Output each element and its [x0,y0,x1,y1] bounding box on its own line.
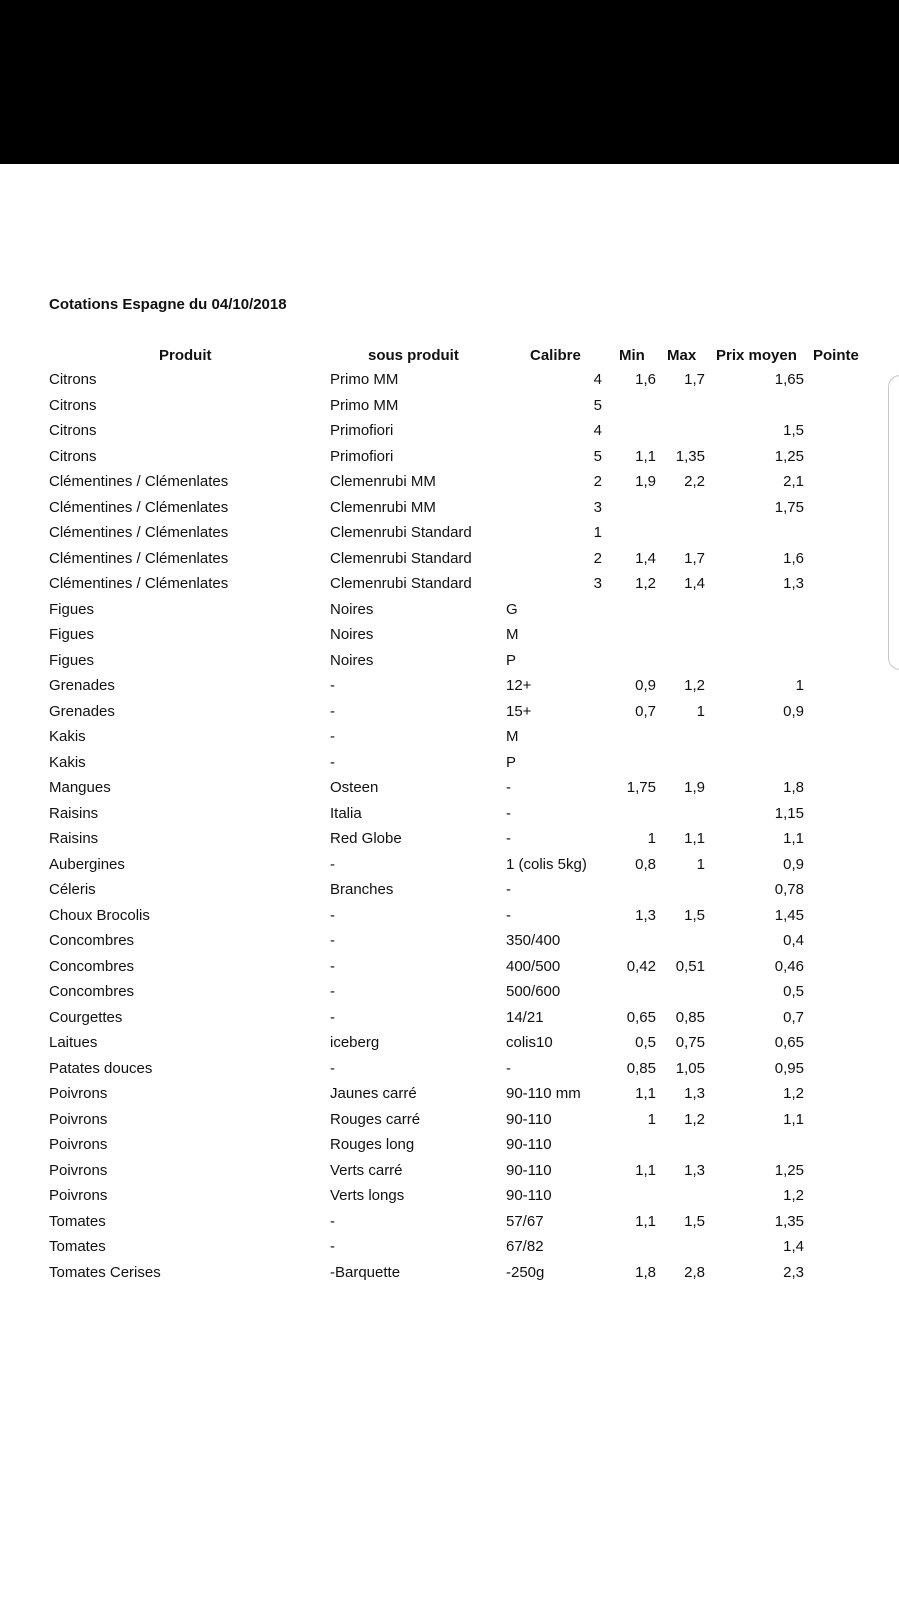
cell-calibre: 1 (colis 5kg) [506,855,587,873]
cell-min: 0,85 [626,1059,656,1077]
cell-sous-produit: - [330,702,335,720]
cell-sous-produit: Branches [330,881,394,898]
cell-calibre: 12+ [506,677,532,694]
cell-min: 1,9 [635,473,656,490]
cell-sous-produit: Verts longs [330,1187,405,1204]
cell-max: 1,05 [675,1059,705,1077]
cell-min: 1,1 [635,1085,656,1102]
cell-prix-moyen: 0,78 [774,881,804,898]
cell-max: 1,1 [684,830,705,847]
cell-calibre: 90-110 mm [506,1085,581,1102]
cell-calibre: 5 [593,396,602,414]
cell-sous-produit: - [330,728,335,745]
cell-max: 1,4 [684,575,705,592]
cell-prix-moyen: 1,2 [783,1085,804,1102]
cell-produit: Poivrons [49,1161,108,1179]
header-max: Max [667,347,697,364]
header-min: Min [619,347,645,364]
cell-produit: Clémentines / Clémenlates [49,473,229,490]
cell-produit: Citrons [49,371,97,388]
scroll-handle[interactable] [888,375,899,670]
cell-produit: Grenades [49,677,115,694]
cell-produit: Poivrons [49,1136,108,1153]
table-row [0,1160,899,1186]
table-row [0,522,899,548]
cell-produit: Tomates [49,1238,106,1255]
cell-max: 1,2 [684,1110,705,1128]
cell-calibre: 90-110 [506,1187,552,1204]
cell-prix-moyen: 1,35 [774,1212,804,1230]
cell-max: 1,3 [684,1161,705,1179]
cell-min: 0,7 [635,702,656,720]
cell-min: 1 [647,830,656,847]
table-row [0,956,899,982]
cell-calibre: 500/600 [506,983,561,1000]
cell-sous-produit: Primofiori [330,447,394,465]
cell-sous-produit: Primofiori [330,422,394,439]
cell-produit: Choux Brocolis [49,906,150,924]
cell-calibre: 400/500 [506,957,561,975]
table-row [0,803,899,829]
table-row [0,1032,899,1058]
cell-calibre: P [506,651,517,669]
cell-calibre: 15+ [506,702,532,720]
table-row [0,1007,899,1033]
cell-prix-moyen: 1,4 [783,1238,804,1255]
cell-sous-produit: Clemenrubi MM [330,473,436,490]
cell-calibre: - [506,830,511,847]
cell-sous-produit: Noires [330,626,374,643]
cell-produit: Kakis [49,753,86,771]
cell-min: 1 [647,1110,656,1128]
cell-produit: Kakis [49,728,86,745]
document-title: Cotations Espagne du 04/10/2018 [49,296,287,313]
table-row [0,1134,899,1160]
cell-produit: Grenades [49,702,115,720]
table-row [0,1262,899,1288]
cell-sous-produit: Verts carré [330,1161,403,1179]
cell-prix-moyen: 1,6 [783,549,804,567]
header-prix-moyen: Prix moyen [716,347,797,364]
cell-max: 0,51 [675,957,705,975]
cell-max: 1,3 [684,1085,705,1102]
cell-min: 1,2 [635,575,656,592]
table-row [0,599,899,625]
table-row [0,905,899,931]
cell-calibre: 3 [593,498,602,516]
cell-calibre: M [506,626,519,643]
cell-sous-produit: - [330,855,335,873]
table-row [0,854,899,880]
cell-sous-produit: - [330,1059,335,1077]
cell-sous-produit: Clemenrubi Standard [330,524,472,541]
cell-produit: Citrons [49,422,97,439]
cell-prix-moyen: 2,1 [783,473,804,490]
cell-sous-produit: Osteen [330,779,379,796]
cell-min: 1,75 [626,779,656,796]
cell-produit: Aubergines [49,855,125,873]
cell-max: 1,7 [684,371,705,388]
cell-produit: Patates douces [49,1059,153,1077]
table-row [0,497,899,523]
cell-calibre: - [506,1059,511,1077]
cell-prix-moyen: 1,3 [783,575,804,592]
table-row [0,726,899,752]
table-row [0,1058,899,1084]
table-row [0,650,899,676]
table-row [0,1185,899,1211]
cell-sous-produit: - [330,1238,335,1255]
cell-calibre: 90-110 [506,1161,552,1179]
cell-calibre: - [506,779,511,796]
cell-sous-produit: - [330,1212,335,1230]
cell-prix-moyen: 0,65 [774,1034,804,1051]
cell-calibre: 1 [593,524,602,541]
cell-min: 1,6 [635,371,656,388]
cell-produit: Citrons [49,396,97,414]
header-produit: Produit [159,347,212,364]
cell-max: 2,2 [684,473,705,490]
table-row [0,981,899,1007]
cell-sous-produit: Clemenrubi Standard [330,549,472,567]
table-row [0,624,899,650]
cell-max: 1 [696,702,705,720]
cell-prix-moyen: 1,1 [783,830,804,847]
cell-produit: Mangues [49,779,111,796]
cell-calibre: 57/67 [506,1212,544,1230]
cell-prix-moyen: 1,8 [783,779,804,796]
cell-calibre: 350/400 [506,932,561,949]
cell-produit: Clémentines / Clémenlates [49,575,229,592]
cell-max: 0,75 [675,1034,705,1051]
cell-produit: Figues [49,600,95,618]
cell-sous-produit: Jaunes carré [330,1085,417,1102]
cell-sous-produit: Primo MM [330,371,399,388]
table-row [0,675,899,701]
cell-prix-moyen: 1,25 [774,447,804,465]
cell-max: 1,9 [684,779,705,796]
cell-produit: Tomates [49,1212,106,1230]
cell-produit: Concombres [49,983,135,1000]
table-row [0,777,899,803]
cell-sous-produit: - [330,753,335,771]
table-row [0,420,899,446]
cell-sous-produit: Noires [330,651,374,669]
cell-min: 1,8 [635,1263,656,1281]
cell-sous-produit: - [330,1008,335,1026]
cell-sous-produit: Italia [330,804,362,822]
cell-calibre: 90-110 [506,1110,552,1128]
cell-sous-produit: Clemenrubi Standard [330,575,472,592]
cell-min: 1,3 [635,906,656,924]
table-row [0,1236,899,1262]
cell-prix-moyen: 1,65 [774,371,804,388]
cell-produit: Raisins [49,804,99,822]
cell-produit: Céleris [49,881,96,898]
cell-prix-moyen: 0,9 [783,855,804,873]
cell-prix-moyen: 2,3 [783,1263,804,1281]
table-row [0,395,899,421]
cell-min: 1,1 [635,1212,656,1230]
cell-produit: Figues [49,651,95,669]
cell-max: 0,85 [675,1008,705,1026]
cell-prix-moyen: 0,7 [783,1008,804,1026]
cell-produit: Figues [49,626,95,643]
cell-calibre: P [506,753,517,771]
cell-sous-produit: Red Globe [330,830,402,847]
table-row [0,1083,899,1109]
cell-max: 1 [696,855,705,873]
cell-calibre: - [506,906,511,924]
table-row [0,879,899,905]
cell-sous-produit: - [330,957,335,975]
cell-produit: Concombres [49,957,135,975]
cell-produit: Raisins [49,830,99,847]
cell-calibre: -250g [506,1263,545,1281]
cell-prix-moyen: 0,5 [783,983,804,1000]
cell-produit: Clémentines / Clémenlates [49,549,229,567]
table-row [0,471,899,497]
cell-calibre: 2 [593,473,602,490]
table-row [0,446,899,472]
cell-sous-produit: - [330,932,335,949]
cell-max: 1,35 [675,447,705,465]
cell-max: 1,7 [684,549,705,567]
cell-calibre: 67/82 [506,1238,544,1255]
cell-produit: Courgettes [49,1008,123,1026]
cell-prix-moyen: 1,2 [783,1187,804,1204]
cell-calibre: colis10 [506,1034,553,1051]
cell-calibre: 5 [593,447,602,465]
cell-min: 0,65 [626,1008,656,1026]
cell-calibre: - [506,881,511,898]
table-row [0,1211,899,1237]
cell-prix-moyen: 0,4 [783,932,804,949]
table-row [0,548,899,574]
cell-prix-moyen: 0,46 [774,957,804,975]
cell-sous-produit: Clemenrubi MM [330,498,436,516]
cell-calibre: 4 [593,371,602,388]
header-pointe: Pointe [813,347,859,364]
header-sous-produit: sous produit [368,347,459,364]
cell-sous-produit: Primo MM [330,396,399,414]
cell-prix-moyen: 1,45 [774,906,804,924]
cell-max: 2,8 [684,1263,705,1281]
table-row [0,1109,899,1135]
cell-prix-moyen: 0,9 [783,702,804,720]
cell-produit: Clémentines / Clémenlates [49,524,229,541]
table-row [0,573,899,599]
cell-min: 0,5 [635,1034,656,1051]
cell-produit: Laitues [49,1034,98,1051]
top-black-bar [0,0,899,164]
cell-prix-moyen: 1,5 [783,422,804,439]
cell-prix-moyen: 0,95 [774,1059,804,1077]
cell-sous-produit: - [330,906,335,924]
cell-sous-produit: iceberg [330,1034,380,1051]
cell-calibre: G [506,600,518,618]
table-row [0,828,899,854]
cell-produit: Concombres [49,932,135,949]
price-table [0,369,899,1287]
cell-sous-produit: -Barquette [330,1263,401,1281]
cell-max: 1,5 [684,1212,705,1230]
cell-calibre: 2 [593,549,602,567]
cell-prix-moyen: 1 [795,677,804,694]
table-row [0,930,899,956]
cell-sous-produit: - [330,983,335,1000]
cell-calibre: 3 [593,575,602,592]
cell-prix-moyen: 1,75 [774,498,804,516]
cell-produit: Clémentines / Clémenlates [49,498,229,516]
cell-sous-produit: - [330,677,335,694]
header-calibre: Calibre [530,347,581,364]
cell-min: 1,4 [635,549,656,567]
cell-produit: Citrons [49,447,97,465]
cell-min: 0,9 [635,677,656,694]
table-row [0,701,899,727]
table-row [0,369,899,395]
cell-produit: Poivrons [49,1085,108,1102]
cell-calibre: 90-110 [506,1136,552,1153]
cell-max: 1,5 [684,906,705,924]
cell-prix-moyen: 1,15 [774,804,804,822]
cell-sous-produit: Noires [330,600,374,618]
cell-prix-moyen: 1,25 [774,1161,804,1179]
cell-calibre: - [506,804,511,822]
cell-prix-moyen: 1,1 [783,1110,804,1128]
cell-sous-produit: Rouges carré [330,1110,421,1128]
cell-produit: Poivrons [49,1110,108,1128]
cell-calibre: 4 [593,422,602,439]
cell-calibre: 14/21 [506,1008,544,1026]
cell-max: 1,2 [684,677,705,694]
cell-calibre: M [506,728,519,745]
cell-produit: Tomates Cerises [49,1263,161,1281]
cell-produit: Poivrons [49,1187,108,1204]
cell-sous-produit: Rouges long [330,1136,415,1153]
cell-min: 1,1 [635,447,656,465]
table-row [0,752,899,778]
cell-min: 0,42 [626,957,656,975]
cell-min: 0,8 [635,855,656,873]
cell-min: 1,1 [635,1161,656,1179]
